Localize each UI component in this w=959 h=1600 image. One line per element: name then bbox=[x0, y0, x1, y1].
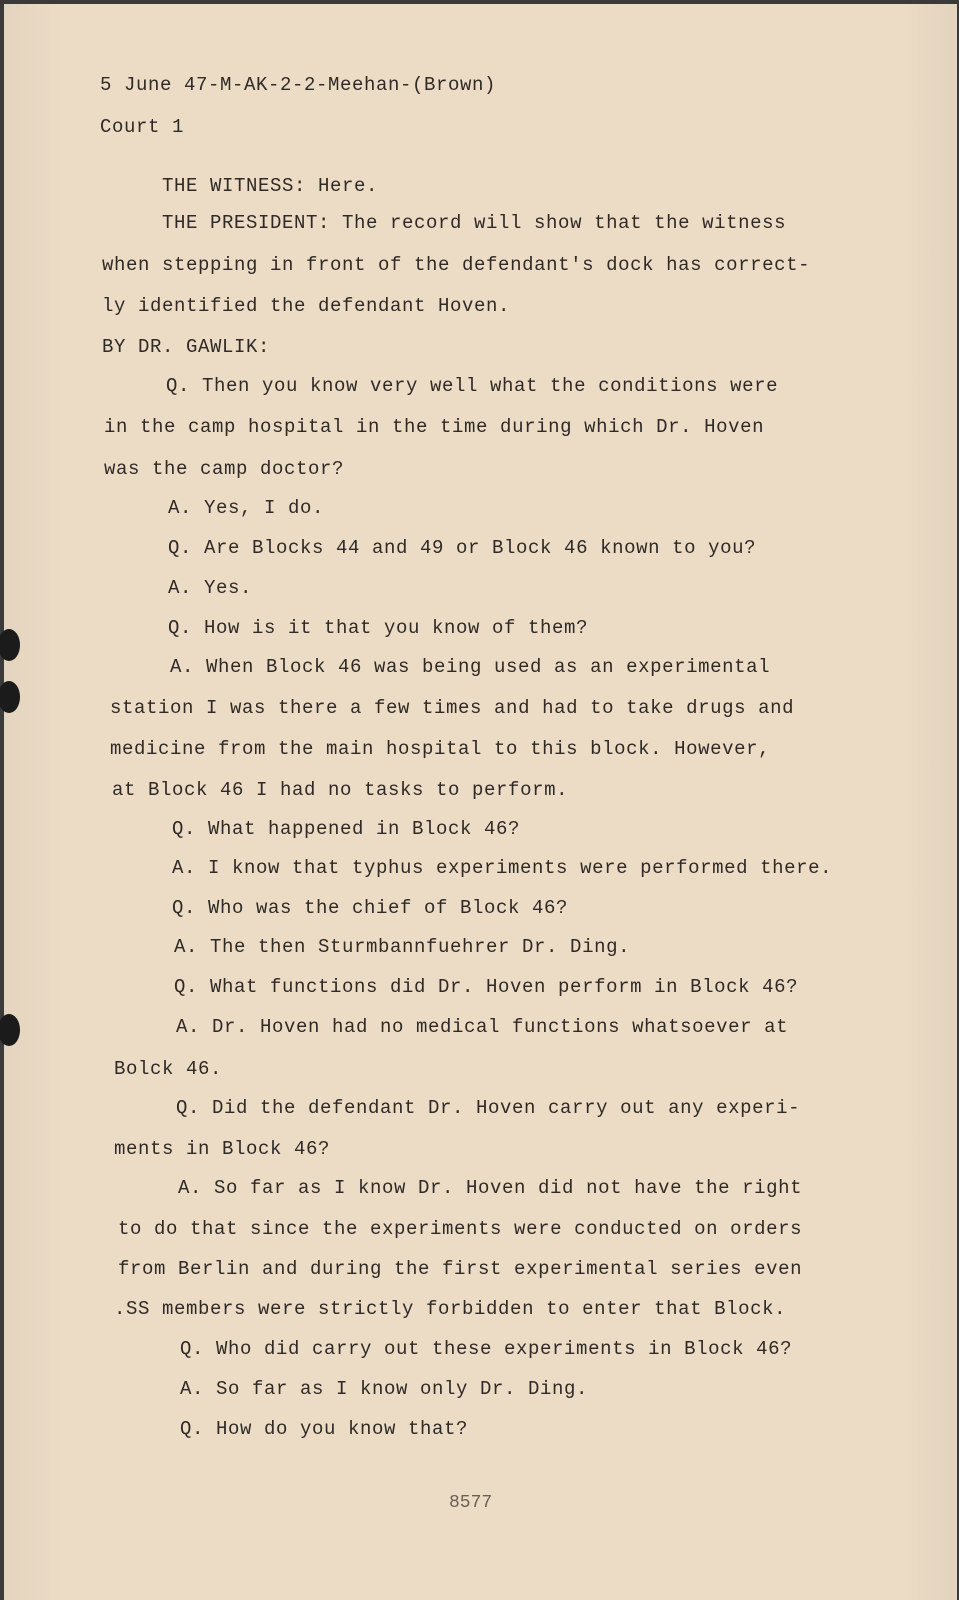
text-line: A. Yes. bbox=[168, 577, 253, 599]
page-number: 8577 bbox=[449, 1493, 493, 1513]
text-line: A. Dr. Hoven had no medical functions whatsoever at bbox=[176, 1016, 789, 1038]
text-line: in the camp hospital in the time during which Dr. Hoven bbox=[104, 416, 765, 438]
text-line: Q. How is it that you know of them? bbox=[168, 617, 589, 639]
text-line: medicine from the main hospital to this block. However, bbox=[110, 738, 771, 760]
text-line: A. The then Sturmbannfuehrer Dr. Ding. bbox=[174, 936, 631, 958]
text-line: at Block 46 I had no tasks to perform. bbox=[112, 779, 569, 801]
binder-hole bbox=[0, 681, 20, 713]
text-line: A. I know that typhus experiments were performed there. bbox=[172, 857, 833, 879]
text-line: A. Yes, I do. bbox=[168, 497, 325, 519]
text-line: A. When Block 46 was being used as an experimental bbox=[170, 656, 771, 678]
text-line: ly identified the defendant Hoven. bbox=[102, 295, 511, 317]
text-line: BY DR. GAWLIK: bbox=[102, 336, 271, 358]
text-line: A. So far as I know Dr. Hoven did not have the right bbox=[178, 1177, 803, 1199]
text-line: ments in Block 46? bbox=[114, 1138, 331, 1160]
text-line: Q. Did the defendant Dr. Hoven carry out any experi- bbox=[176, 1097, 801, 1119]
text-line: Q. What happened in Block 46? bbox=[172, 818, 521, 840]
header-court: Court 1 bbox=[100, 116, 185, 138]
text-line: THE WITNESS: Here. bbox=[162, 175, 379, 197]
text-line: when stepping in front of the defendant's dock has correct- bbox=[102, 254, 811, 276]
text-line: A. So far as I know only Dr. Ding. bbox=[180, 1378, 589, 1400]
text-line: Q. Who was the chief of Block 46? bbox=[172, 897, 569, 919]
text-line: to do that since the experiments were conducted on orders bbox=[118, 1218, 803, 1240]
text-line: Bolck 46. bbox=[114, 1058, 223, 1080]
text-line: THE PRESIDENT: The record will show that the witness bbox=[162, 212, 787, 234]
text-line: from Berlin and during the first experimental series even bbox=[118, 1258, 803, 1280]
binder-hole bbox=[0, 629, 20, 661]
text-line: station I was there a few times and had to take drugs and bbox=[110, 697, 795, 719]
binder-hole bbox=[0, 1014, 20, 1046]
text-line: was the camp doctor? bbox=[104, 458, 345, 480]
document-page bbox=[4, 4, 957, 1600]
text-line: Q. What functions did Dr. Hoven perform in Block 46? bbox=[174, 976, 799, 998]
text-line: Q. Who did carry out these experiments in Block 46? bbox=[180, 1338, 793, 1360]
text-line: Q. How do you know that? bbox=[180, 1418, 469, 1440]
header-reference: 5 June 47-M-AK-2-2-Meehan-(Brown) bbox=[100, 74, 497, 96]
text-line: Q. Are Blocks 44 and 49 or Block 46 known to you? bbox=[168, 537, 757, 559]
text-line: Q. Then you know very well what the conditions were bbox=[166, 375, 779, 397]
text-line: .SS members were strictly forbidden to enter that Block. bbox=[114, 1298, 787, 1320]
